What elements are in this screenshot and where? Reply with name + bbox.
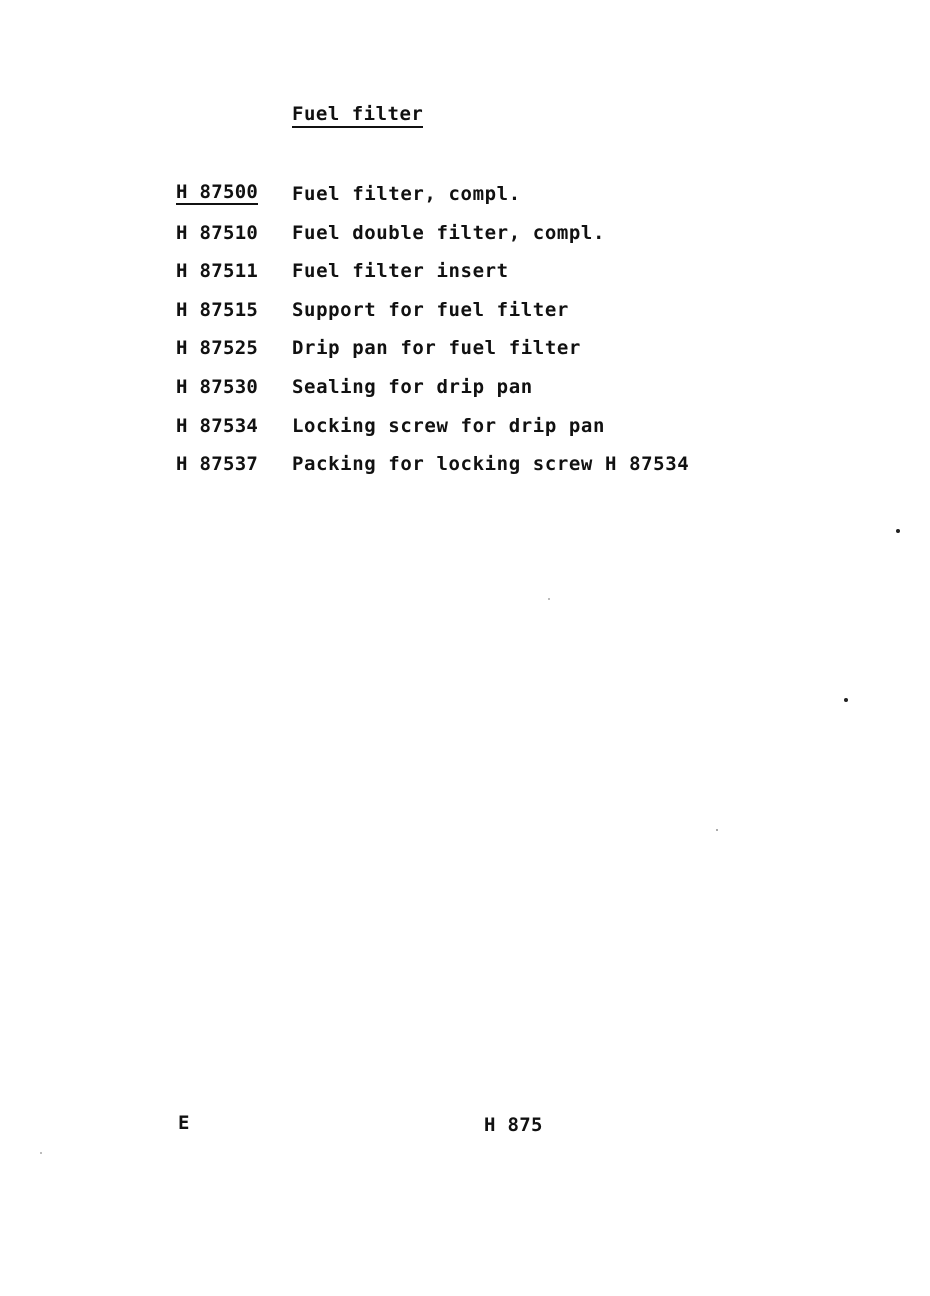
part-description: Fuel double filter, compl. <box>292 221 606 244</box>
part-code: H 87525 <box>176 337 259 360</box>
footer-page-code: H 875 <box>484 1114 543 1136</box>
part-description: Packing for locking screw H 87534 <box>292 453 690 476</box>
part-description: Fuel filter, compl. <box>292 183 521 205</box>
part-description: Sealing for drip pan <box>292 375 533 398</box>
footer-language-code: E <box>178 1112 190 1134</box>
scan-speck <box>716 829 718 831</box>
scan-speck <box>896 529 900 533</box>
part-code: H 87500 <box>176 181 259 203</box>
part-code: H 87534 <box>176 414 259 437</box>
part-code: H 87511 <box>176 260 259 283</box>
part-description: Fuel filter insert <box>292 260 509 283</box>
scan-speck <box>548 598 550 600</box>
part-description: Support for fuel filter <box>292 298 569 321</box>
part-code: H 87510 <box>176 221 259 244</box>
scan-speck <box>844 698 848 702</box>
part-description: Locking screw for drip pan <box>292 414 606 437</box>
section-title: Fuel filter <box>292 103 423 128</box>
scan-speck <box>40 1152 42 1154</box>
part-code: H 87530 <box>176 375 259 398</box>
part-description: Drip pan for fuel filter <box>292 337 581 360</box>
part-code: H 87515 <box>176 298 259 321</box>
part-code: H 87537 <box>176 453 259 476</box>
